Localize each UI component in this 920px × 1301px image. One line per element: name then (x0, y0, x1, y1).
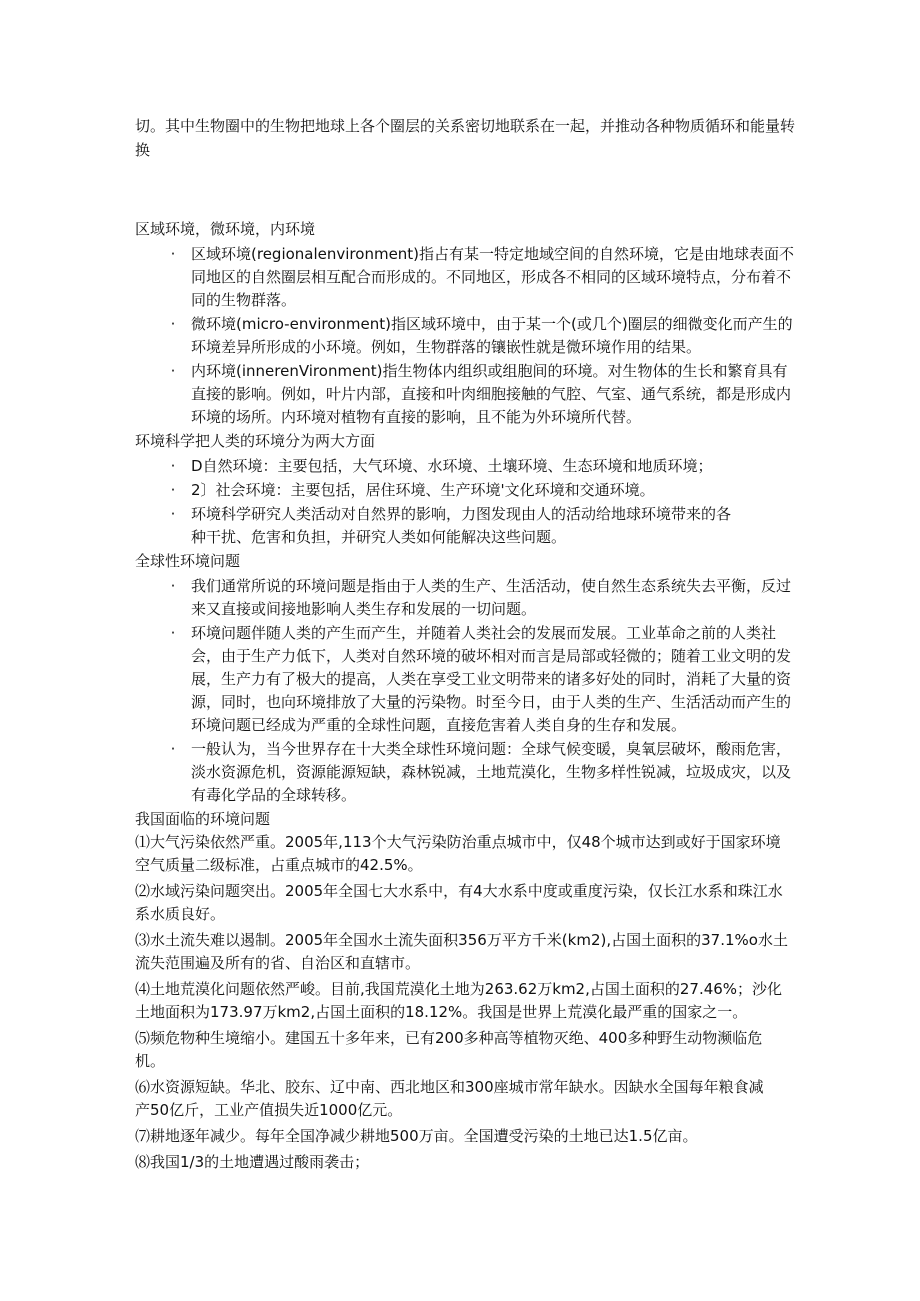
list-item: · D自然环境：主要包括，大气环境、水环境、土壤环境、生态环境和地质环境； (135, 455, 795, 478)
list-item: · 我们通常所说的环境问题是指由于人类的生产、生活活动，使自然生态系统失去平衡，反过来又直接或间接地影响人类生存和发展的一切问题。 (135, 575, 795, 621)
list-item: · 环境科学研究人类活动对自然界的影响，力图发现由人的活动给地球环境带来的各种干扰、危害和负担，并研究人类如何能解决这些问题。 (135, 503, 795, 549)
list-item: · 2〕社会环境：主要包括，居住环境、生产环境'文化环境和交通环境。 (135, 479, 795, 502)
list-item: ⑺耕地逐年减少。每年全国净减少耕地500万亩。全国遭受污染的土地已达1.5亿亩。 (135, 1127, 698, 1145)
list-item: · 环境问题伴随人类的产生而产生，并随着人类社会的发展而发展。工业革命之前的人类社会，由于生产力低下，人类对自然环境的破坏相对而言是局部或轻微的；随着工业文明的发展，生产力有了极大的提高，人类在享受工业文明带来的诸多好处的同时，消耗了大量的资源，同时，也向环境排放了大量的污染物。时至今日，由于人类的生产、生活活动而产生的环境问题已经成为严重的全球性问题，直接危害着人类自身的生存和发展。 (135, 622, 795, 737)
list-item: ⑵水域污染问题突出。2005年全国七大水系中，有4大水系中度或重度污染，仅长江水系和珠江水系水质良好。 (135, 882, 783, 923)
china-issues-list (135, 831, 795, 1174)
list-item: · 区域环境(regionalenvironment)指占有某一特定地域空间的自然环境，它是由地球表面不同地区的自然圈层相互配合而形成的。不同地区，形成各不相同的区域环境特点，分布着不同的生物群落。 (135, 243, 795, 312)
bullet-list-global-issues (135, 575, 795, 807)
section-heading-global-issues: 全球性环境问题 (135, 552, 241, 570)
list-item: ⑻我国1/3的土地遭遇过酸雨袭击； (135, 1153, 370, 1171)
list-item: · 内环境(innerenVironment)指生物体内组织或组胞间的环境。对生物体的生长和繁育具有直接的影响。例如，叶片内部，直接和叶肉细胞接触的气腔、气室、通气系统，都是形成内环境的场所。内环境对植物有直接的影响，且不能为外环境所代替。 (135, 360, 795, 429)
list-item: · 一般认为，当今世界存在十大类全球性环境问题：全球气候变暖，臭氧层破坏，酸雨危害，淡水资源危机，资源能源短缺，森林锐减，土地荒漠化，生物多样性锐减，垃圾成灾，以及有毒化学品的全球转移。 (135, 738, 795, 807)
list-item: ⑸频危物种生境缩小。建国五十多年来，已有200多种高等植物灭绝、400多种野生动物濒临危机。 (135, 1029, 763, 1070)
list-item: · 微环境(micro-environment)指区域环境中，由于某一个(或几个)圈层的细微变化而产生的环境差异所形成的小环境。例如，生物群落的镶嵌性就是微环境作用的结果。 (135, 313, 795, 359)
bullet-icon: · (170, 245, 176, 263)
list-item: ⑷土地荒漠化问题依然严峻。目前,我国荒漠化土地为263.62万km2,占国土面积的27.46%；沙化土地面积为173.97万km2,占国土面积的18.12%。我国是世界上荒漠化最严重的国家之一。 (135, 980, 783, 1021)
bullet-icon: · (170, 481, 176, 499)
document-page (135, 114, 795, 1177)
bullet-icon: · (170, 362, 176, 380)
bullet-icon: · (170, 624, 176, 642)
bullet-icon: · (170, 740, 176, 758)
bullet-icon: · (170, 577, 176, 595)
bullet-list-environment-types (135, 243, 795, 429)
section-heading-environment-types: 区域环境，微环境，内环境 (135, 220, 316, 238)
section-heading-china-issues: 我国面临的环境问题 (135, 810, 271, 828)
bullet-icon: · (170, 315, 176, 333)
section-heading-two-aspects: 环境科学把人类的环境分为两大方面 (135, 432, 376, 450)
list-item: ⑴大气污染依然严重。2005年,113个大气污染防治重点城市中，仅48个城市达到或好于国家环境空气质量二级标准，占重点城市的42.5%。 (135, 833, 781, 874)
bullet-list-two-aspects (135, 455, 795, 549)
bullet-icon: · (170, 457, 176, 475)
list-item: ⑶水土流失难以遏制。2005年全国水土流失面积356万平方千米(km2),占国土面积的37.1%o水土流失范围遍及所有的省、自治区和直辖市。 (135, 931, 788, 972)
list-item: ⑹水资源短缺。华北、胶东、辽中南、西北地区和300座城市常年缺水。因缺水全国每年粮食减产50亿斤，工业产值损失近1000亿元。 (135, 1078, 764, 1119)
intro-paragraph: 切。其中生物圈中的生物把地球上各个圈层的关系密切地联系在一起，并推动各种物质循环和能量转换 (135, 117, 796, 159)
bullet-icon: · (170, 505, 176, 523)
